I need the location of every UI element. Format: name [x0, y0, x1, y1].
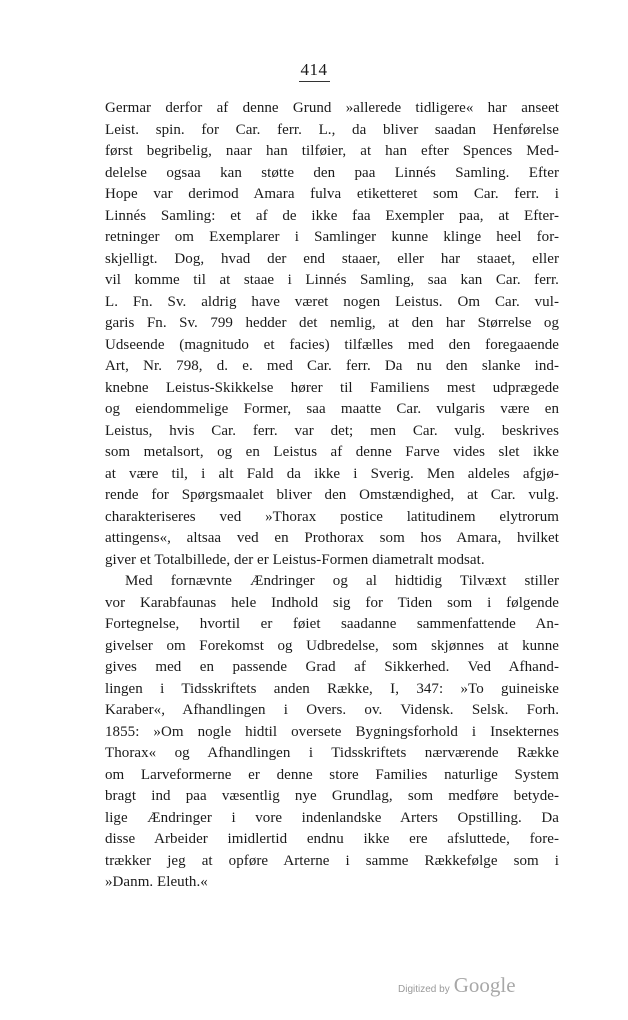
text-line: Leist. spin. for Car. ferr. L., da bliver saadan Henførelse — [105, 121, 559, 138]
text-line: knebne Leistus-Skikkelse hører til Familiens mest udprægede — [105, 379, 559, 396]
text-line: Art, Nr. 798, d. e. med Car. ferr. Da nu den slanke ind- — [105, 358, 559, 374]
text-line: Med fornævnte Ændringer og al hidtidig Tilvæxt stiller — [125, 573, 559, 589]
text-line: Fortegnelse, hvortil er føiet saadanne sammenfattende An- — [105, 616, 559, 632]
text-line: gives med en passende Grad af Sikkerhed. Ved Afhand- — [105, 659, 559, 675]
text-line: L. Fn. Sv. aldrig have været nogen Leistus. Om Car. vul- — [105, 293, 559, 310]
text-line: Udseende (magnitudo et facies) tilfælles med den foregaaende — [105, 336, 559, 353]
text-line: »Danm. Eleuth.« — [105, 874, 208, 890]
text-line: givelser om Forekomst og Udbredelse, som skjønnes at kunne — [105, 637, 559, 654]
text-line: charakteriseres ved »Thorax postice latitudinem elytrorum — [105, 508, 559, 525]
text-line: om Larveformerne er denne store Families naturlige System — [105, 766, 559, 783]
text-line: at være til, i alt Fald da ikke i Sverig. Men aldeles afgjø- — [105, 465, 559, 482]
text-line: og eiendommelige Former, saa maatte Car. vulgaris være en — [105, 401, 559, 417]
text-line: vor Karabfaunas hele Indhold sig for Tiden som i følgende — [105, 594, 559, 611]
text-line: trækker jeg at opføre Arterne i samme Rækkefølge som i — [105, 852, 559, 869]
page-number — [0, 60, 628, 82]
text-line: som metalsort, og en Leistus af denne Farve vides slet ikke — [105, 444, 559, 460]
text-line: disse Arbeider imidlertid endnu ikke ere afsluttede, fore- — [105, 831, 559, 847]
text-line: bragt ind paa væsentlig nye Grundlag, som medføre betyde- — [105, 788, 559, 804]
text-line: Linnés Samling: et af de ikke faa Exempler paa, at Efter- — [105, 207, 559, 224]
text-line: delelse ogsaa kan støtte den paa Linnés Samling. Efter — [105, 164, 559, 181]
text-line: først begribelig, naar han tilføier, at han efter Spences Med- — [105, 143, 559, 159]
text-line: retninger om Exemplarer i Samlinger kunne klinge heel for- — [105, 229, 559, 245]
text-line: 1855: »Om nogle hidtil oversete Bygningsforhold i Insekternes — [105, 723, 559, 740]
text-line: Thorax« og Afhandlingen i Tidsskriftets nærværende Række — [105, 745, 559, 761]
text-line: Germar derfor af denne Grund »allerede tidligere« har anseet — [105, 100, 559, 116]
text-line: giver et Totalbillede, der er Leistus-Formen diametralt modsat. — [105, 551, 485, 568]
text-line: Leistus, hvis Car. ferr. var det; men Car. vulg. beskrives — [105, 422, 559, 439]
text-line: Hope var derimod Amara fulva etiketteret som Car. ferr. i — [105, 186, 559, 202]
text-line: skjelligt. Dog, hvad der end staaer, eller har staaet, eller — [105, 250, 559, 267]
digitization-watermark — [398, 973, 516, 998]
text-line: rende for Spørgsmaalet bliver den Omstændighed, at Car. vulg. — [105, 487, 559, 503]
google-logo: Google — [453, 973, 516, 997]
text-line: attingens«, altsaa ved en Prothorax som hos Amara, hvilket — [105, 530, 559, 546]
page-number-text: 414 — [299, 60, 330, 82]
text-line: lingen i Tidsskriftets anden Række, I, 347: »To guineiske — [105, 680, 559, 697]
watermark-prefix: Digitized by — [398, 984, 450, 995]
text-line: vil komme til at staae i Linnés Samling, saa kan Car. ferr. — [105, 272, 559, 288]
text-line: lige Ændringer i vore indenlandske Arters Opstilling. Da — [105, 809, 559, 826]
text-line: garis Fn. Sv. 799 hedder det nemlig, at den har Størrelse og — [105, 315, 559, 331]
body-text — [105, 98, 559, 894]
text-line: Karaber«, Afhandlingen i Overs. ov. Vidensk. Selsk. Forh. — [105, 702, 559, 718]
